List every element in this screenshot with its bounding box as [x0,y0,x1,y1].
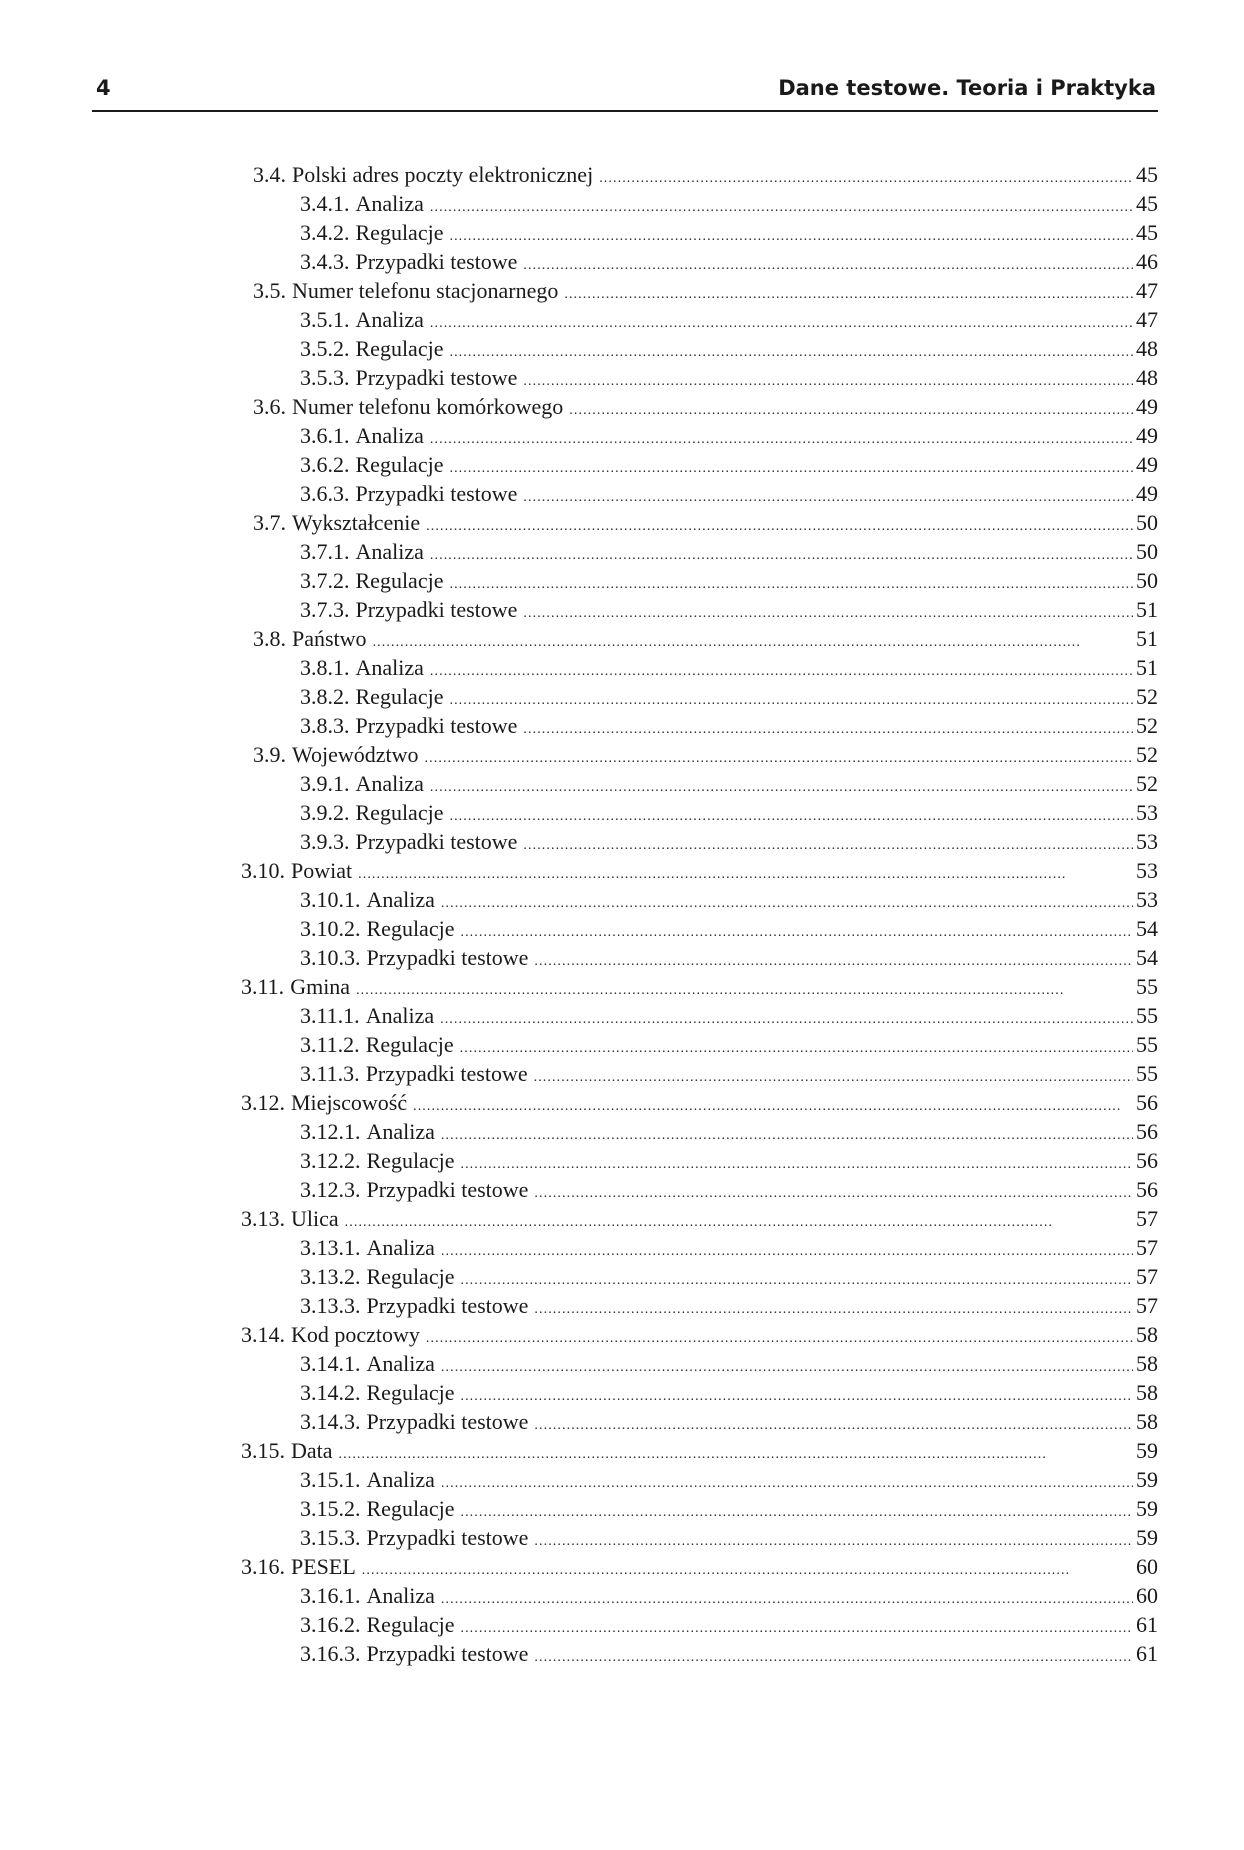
toc-entry-title: Analiza [355,655,424,680]
toc-entry-page: 58 [1136,1322,1158,1347]
toc-entry-page: 58 [1136,1351,1158,1376]
toc-entry-number: 3.5.3. [300,365,350,390]
toc-entry-page: 49 [1136,452,1158,477]
toc-entry-page: 52 [1136,684,1158,709]
toc-entry-title: Przypadki testowe [366,1525,529,1550]
toc-entry-title: Przypadki testowe [355,597,518,622]
toc-entry-title: Regulacje [355,220,444,245]
toc-entry-number: 3.4.1. [300,191,350,216]
running-title: Dane testowe. Teoria i Praktyka [778,76,1156,100]
toc-entry-number: 3.14. [241,1322,285,1347]
toc-subsection-entry[interactable] [300,827,1158,856]
toc-entry-title: Przypadki testowe [366,1409,529,1434]
toc-entry-title: Gmina [290,974,351,999]
toc-entry-title: Polski adres poczty elektronicznej [292,162,594,187]
toc-entry-number: 3.4. [253,162,286,187]
toc-subsection-entry[interactable] [300,247,1158,276]
toc-entry-number: 3.12.2. [300,1148,361,1173]
toc-entry-title: Regulacje [355,800,444,825]
toc-entry-page: 58 [1136,1409,1158,1434]
toc-entry-page: 51 [1136,655,1158,680]
toc-subsection-entry[interactable] [300,1146,1158,1175]
toc-subsection-entry[interactable] [300,1523,1158,1552]
toc-entry-page: 51 [1136,597,1158,622]
toc-entry-title: Miejscowość [291,1090,408,1115]
toc-entry-title: Analiza [366,1467,435,1492]
toc-subsection-entry[interactable] [300,566,1158,595]
toc-subsection-entry[interactable] [300,334,1158,363]
toc-entry-number: 3.14.1. [300,1351,361,1376]
toc-subsection-entry[interactable] [300,1639,1158,1668]
toc-entry-number: 3.16. [241,1554,285,1579]
toc-subsection-entry[interactable] [300,1059,1158,1088]
toc-subsection-entry[interactable] [300,711,1158,740]
toc-subsection-entry[interactable] [300,421,1158,450]
toc-entry-number: 3.11.1. [300,1003,360,1028]
toc-entry-page: 54 [1136,945,1158,970]
dot-leader [534,1639,1133,1672]
toc-entry-page: 60 [1136,1583,1158,1608]
toc-entry-page: 59 [1136,1525,1158,1550]
toc-subsection-entry[interactable] [300,537,1158,566]
toc-entry-title: Powiat [291,858,353,883]
toc-entry-number: 3.6. [253,394,286,419]
page-number: 4 [96,76,111,100]
toc-subsection-entry[interactable] [300,189,1158,218]
toc-entry-title: Data [291,1438,333,1463]
toc-entry-page: 55 [1136,974,1158,999]
toc-entry-number: 3.12.1. [300,1119,361,1144]
toc-entry-number: 3.4.2. [300,220,350,245]
toc-subsection-entry[interactable] [300,1175,1158,1204]
toc-section-entry[interactable] [253,160,1158,189]
toc-entry-page: 54 [1136,916,1158,941]
toc-subsection-entry[interactable] [300,1291,1158,1320]
toc-subsection-entry[interactable] [300,943,1158,972]
toc-entry-page: 59 [1136,1438,1158,1463]
toc-entry-page: 47 [1136,278,1158,303]
toc-entry-title: Numer telefonu stacjonarnego [292,278,559,303]
toc-subsection-entry[interactable] [300,769,1158,798]
toc-entry-number: 3.11.3. [300,1061,360,1086]
toc-entry-page: 56 [1136,1177,1158,1202]
toc-entry-number: 3.7.3. [300,597,350,622]
toc-section-entry[interactable] [241,1436,1158,1465]
toc-entry-number: 3.4.3. [300,249,350,274]
toc-subsection-entry[interactable] [300,1465,1158,1494]
toc-entry-title: Przypadki testowe [366,1293,529,1318]
toc-entry-number: 3.8.1. [300,655,350,680]
toc-subsection-entry[interactable] [300,595,1158,624]
toc-entry-number: 3.7. [253,510,286,535]
toc-entry-number: 3.5.2. [300,336,350,361]
toc-section-entry[interactable] [253,508,1158,537]
toc-entry-title: Regulacje [355,684,444,709]
toc-entry-page: 58 [1136,1380,1158,1405]
toc-entry-number: 3.15.1. [300,1467,361,1492]
toc-entry-number: 3.13.2. [300,1264,361,1289]
toc-entry-title: Analiza [355,191,424,216]
toc-subsection-entry[interactable] [300,798,1158,827]
toc-entry-number: 3.15.2. [300,1496,361,1521]
toc-entry-page: 48 [1136,336,1158,361]
toc-entry-page: 61 [1136,1641,1158,1666]
toc-subsection-entry[interactable] [300,1117,1158,1146]
toc-entry-number: 3.5. [253,278,286,303]
toc-entry-page: 61 [1136,1612,1158,1637]
toc-entry-page: 50 [1136,568,1158,593]
toc-entry-page: 49 [1136,394,1158,419]
toc-entry-title: Analiza [355,771,424,796]
toc-entry-title: Przypadki testowe [366,1641,529,1666]
toc-entry-page: 53 [1136,829,1158,854]
toc-entry-title: Regulacje [366,1496,455,1521]
toc-section-entry[interactable] [241,1320,1158,1349]
page-header [92,76,1158,112]
toc-entry-page: 59 [1136,1496,1158,1521]
toc-subsection-entry[interactable] [300,1030,1158,1059]
toc-subsection-entry[interactable] [300,1494,1158,1523]
toc-entry-number: 3.10. [241,858,285,883]
toc-entry-number: 3.8.2. [300,684,350,709]
toc-entry-title: Regulacje [366,916,455,941]
toc-entry-page: 50 [1136,510,1158,535]
toc-entry-title: Przypadki testowe [355,713,518,738]
toc-entry-title: PESEL [291,1554,356,1579]
toc-entry-page: 53 [1136,887,1158,912]
toc-entry-number: 3.6.3. [300,481,350,506]
toc-entry-title: Analiza [365,1003,435,1028]
toc-subsection-entry[interactable] [300,305,1158,334]
toc-entry-number: 3.6.2. [300,452,350,477]
toc-entry-number: 3.9.2. [300,800,350,825]
toc-section-entry[interactable] [241,1088,1158,1117]
toc-entry-title: Wykształcenie [292,510,421,535]
toc-entry-page: 57 [1136,1264,1158,1289]
toc-entry-page: 57 [1136,1206,1158,1231]
toc-section-entry[interactable] [241,856,1158,885]
toc-entry-page: 56 [1136,1148,1158,1173]
toc-entry-title: Państwo [292,626,367,651]
toc-section-entry[interactable] [241,1552,1158,1581]
toc-entry-number: 3.12. [241,1090,285,1115]
toc-entry-title: Numer telefonu komórkowego [292,394,564,419]
toc-entry-number: 3.16.3. [300,1641,361,1666]
toc-entry-page: 60 [1136,1554,1158,1579]
toc-entry-page: 49 [1136,423,1158,448]
toc-section-entry[interactable] [253,276,1158,305]
toc-entry-page: 52 [1136,742,1158,767]
toc-entry-title: Przypadki testowe [365,1061,528,1086]
toc-entry-number: 3.16.1. [300,1583,361,1608]
toc-entry-number: 3.10.3. [300,945,361,970]
toc-entry-title: Analiza [366,887,435,912]
toc-entry-number: 3.13.3. [300,1293,361,1318]
toc-entry-number: 3.9.3. [300,829,350,854]
toc-entry-number: 3.9. [253,742,286,767]
toc-entry-number: 3.15. [241,1438,285,1463]
toc-subsection-entry[interactable] [300,885,1158,914]
toc-entry-title: Regulacje [355,336,444,361]
toc-entry-page: 57 [1136,1235,1158,1260]
toc-entry-page: 47 [1136,307,1158,332]
toc-section-entry[interactable] [241,972,1158,1001]
toc-entry-title: Przypadki testowe [366,1177,529,1202]
toc-entry-number: 3.10.1. [300,887,361,912]
toc-subsection-entry[interactable] [300,914,1158,943]
toc-section-entry[interactable] [241,1204,1158,1233]
toc-entry-title: Analiza [366,1583,435,1608]
toc-entry-title: Analiza [355,423,424,448]
toc-entry-page: 55 [1136,1003,1158,1028]
toc-entry-page: 56 [1136,1090,1158,1115]
toc-entry-title: Przypadki testowe [355,365,518,390]
toc-entry-title: Analiza [366,1351,435,1376]
toc-entry-number: 3.13.1. [300,1235,361,1260]
toc-entry-number: 3.11. [241,974,285,999]
toc-entry-number: 3.6.1. [300,423,350,448]
toc-entry-page: 57 [1136,1293,1158,1318]
toc-entry-page: 59 [1136,1467,1158,1492]
toc-entry-page: 49 [1136,481,1158,506]
toc-entry-page: 55 [1136,1032,1158,1057]
toc-subsection-entry[interactable] [300,1001,1158,1030]
toc-entry-number: 3.15.3. [300,1525,361,1550]
toc-entry-page: 45 [1136,191,1158,216]
toc-entry-title: Regulacje [365,1032,454,1057]
toc-entry-page: 53 [1136,800,1158,825]
toc-entry-title: Regulacje [366,1612,455,1637]
toc-subsection-entry[interactable] [300,1378,1158,1407]
toc-entry-title: Analiza [355,539,424,564]
toc-entry-page: 45 [1136,220,1158,245]
toc-entry-number: 3.12.3. [300,1177,361,1202]
toc-section-entry[interactable] [253,740,1158,769]
toc-entry-number: 3.7.1. [300,539,350,564]
toc-subsection-entry[interactable] [300,1610,1158,1639]
toc-entry-number: 3.16.2. [300,1612,361,1637]
toc-entry-number: 3.14.3. [300,1409,361,1434]
toc-entry-page: 56 [1136,1119,1158,1144]
toc-entry-title: Regulacje [355,568,444,593]
toc-entry-number: 3.13. [241,1206,285,1231]
toc-entry-title: Analiza [366,1235,435,1260]
toc-subsection-entry[interactable] [300,653,1158,682]
toc-subsection-entry[interactable] [300,218,1158,247]
toc-entry-page: 48 [1136,365,1158,390]
toc-entry-title: Regulacje [366,1380,455,1405]
toc-entry-number: 3.7.2. [300,568,350,593]
toc-entry-title: Przypadki testowe [366,945,529,970]
toc-entry-title: Regulacje [355,452,444,477]
toc-entry-page: 55 [1136,1061,1158,1086]
toc-entry-number: 3.10.2. [300,916,361,941]
toc-entry-title: Regulacje [366,1148,455,1173]
toc-entry-page: 52 [1136,713,1158,738]
toc-entry-number: 3.14.2. [300,1380,361,1405]
toc-entry-page: 52 [1136,771,1158,796]
toc-entry-title: Przypadki testowe [355,829,518,854]
toc-entry-title: Analiza [366,1119,435,1144]
toc-entry-page: 53 [1136,858,1158,883]
toc-entry-title: Kod pocztowy [291,1322,420,1347]
toc-entry-number: 3.8. [253,626,286,651]
toc-entry-number: 3.8.3. [300,713,350,738]
toc-subsection-entry[interactable] [300,1407,1158,1436]
toc-entry-page: 51 [1136,626,1158,651]
toc-entry-title: Przypadki testowe [355,249,518,274]
toc-entry-page: 50 [1136,539,1158,564]
toc-entry-page: 46 [1136,249,1158,274]
toc-entry-number: 3.5.1. [300,307,350,332]
toc-entry-title: Regulacje [366,1264,455,1289]
toc-subsection-entry[interactable] [300,1349,1158,1378]
toc-section-entry[interactable] [253,624,1158,653]
toc-entry-number: 3.9.1. [300,771,350,796]
toc-subsection-entry[interactable] [300,682,1158,711]
toc-subsection-entry[interactable] [300,479,1158,508]
toc-entry-number: 3.11.2. [300,1032,360,1057]
toc-entry-title: Ulica [291,1206,339,1231]
toc-subsection-entry[interactable] [300,1581,1158,1610]
toc-section-entry[interactable] [253,392,1158,421]
toc-subsection-entry[interactable] [300,363,1158,392]
toc-subsection-entry[interactable] [300,450,1158,479]
toc-entry-page: 45 [1136,162,1158,187]
toc-entry-title: Województwo [292,742,419,767]
toc-subsection-entry[interactable] [300,1262,1158,1291]
toc-entry-title: Analiza [355,307,424,332]
toc-entry-title: Przypadki testowe [355,481,518,506]
toc-subsection-entry[interactable] [300,1233,1158,1262]
